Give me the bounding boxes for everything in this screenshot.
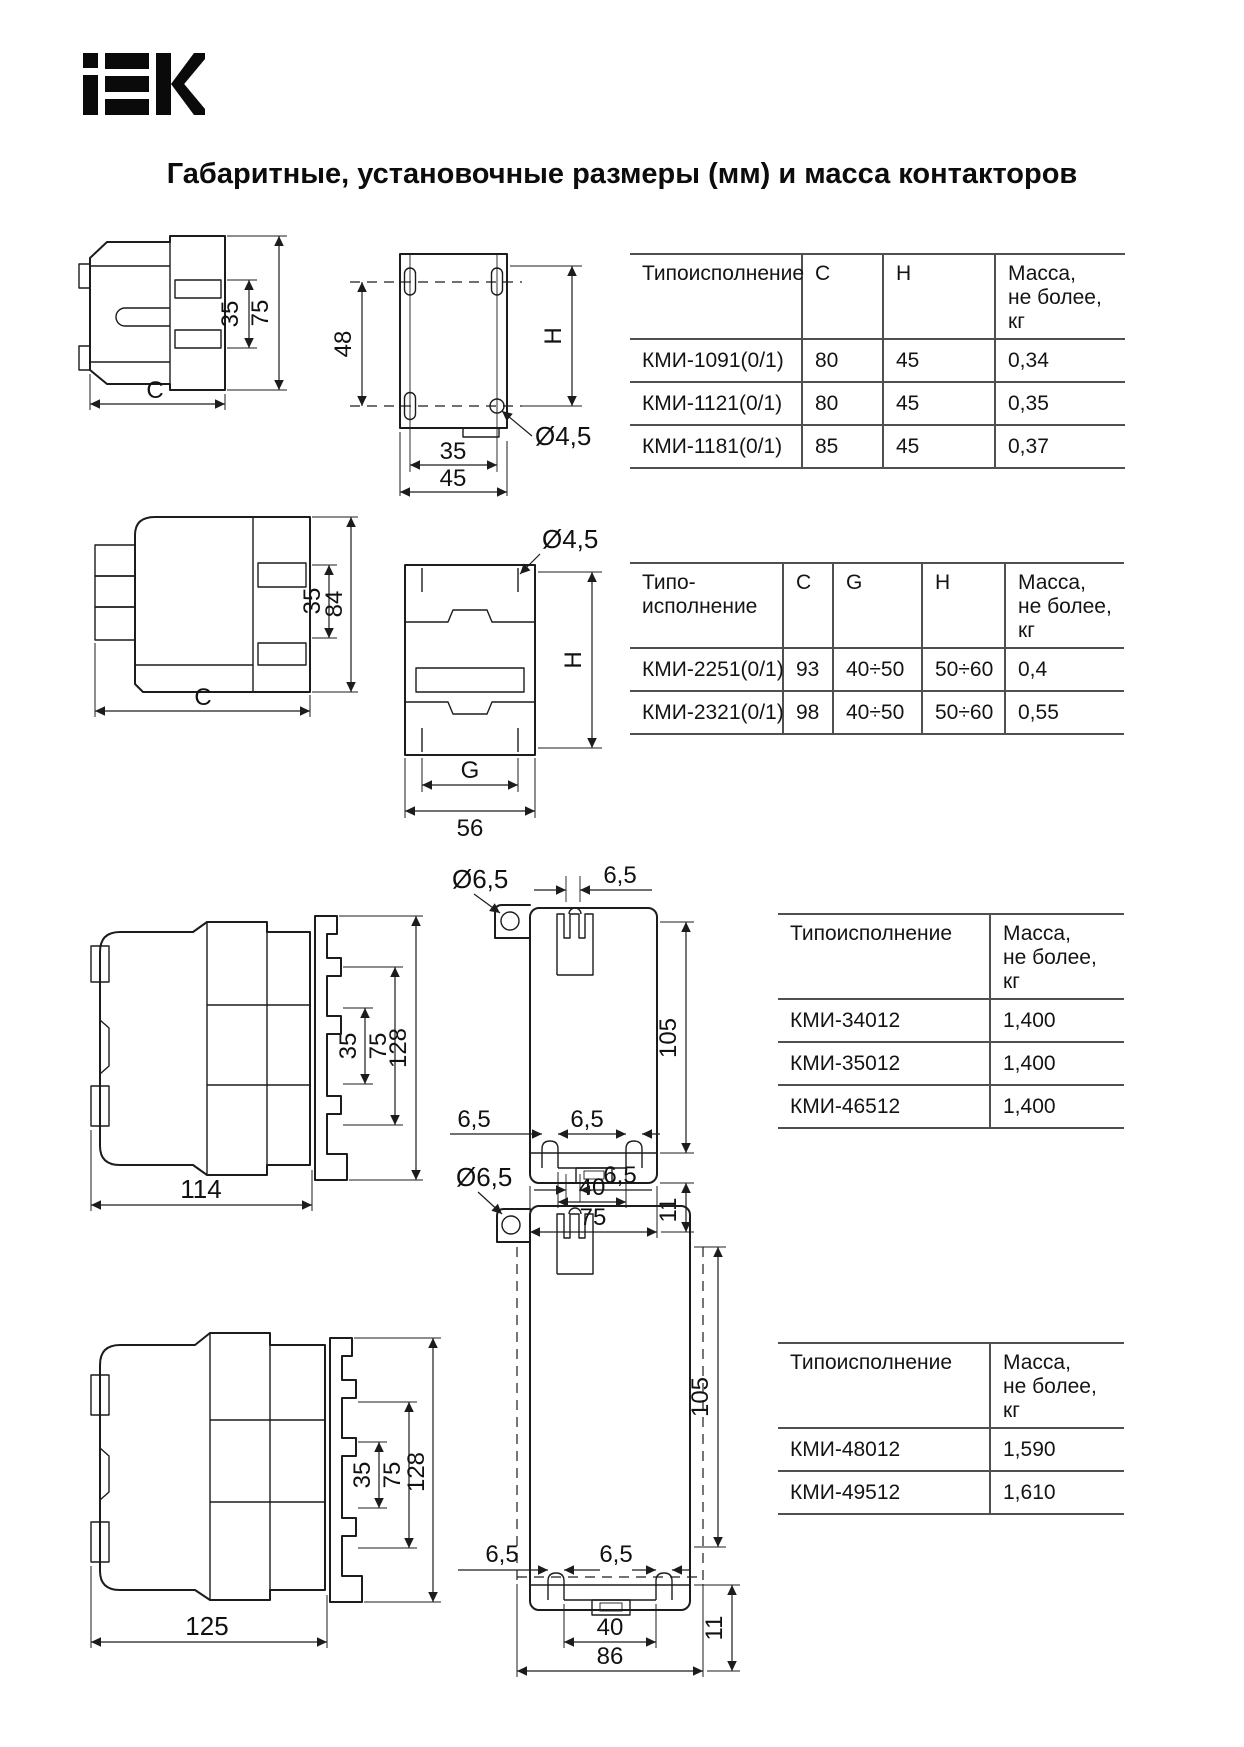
dim-dia-6-5: Ø6,5 xyxy=(452,864,509,894)
dim-6-5-left: 6,5 xyxy=(485,1541,519,1568)
dim-45: 45 xyxy=(439,465,467,492)
dim-h: H xyxy=(560,651,587,669)
cell-type: КМИ-1181(0/1) xyxy=(630,425,802,468)
dim-dia-4-5: Ø4,5 xyxy=(535,421,592,451)
col-mass: Масса, не более, кг xyxy=(990,914,1124,999)
contactor-outline xyxy=(91,922,310,1175)
cell-type: КМИ-2251(0/1) xyxy=(630,648,783,691)
col-mass: Масса, не более, кг xyxy=(1005,563,1124,648)
cell-type: КМИ-46512 xyxy=(778,1085,990,1128)
cell-type: КМИ-34012 xyxy=(778,999,990,1042)
cell-h: 45 xyxy=(883,425,995,468)
col-type: Типоисполнение xyxy=(778,914,990,999)
header-row xyxy=(630,254,1125,339)
cell-mass: 1,590 xyxy=(990,1428,1124,1471)
col-g: G xyxy=(833,563,922,648)
cell-h: 50÷60 xyxy=(922,648,1005,691)
dim-c: C xyxy=(146,377,164,404)
table-row xyxy=(778,999,1124,1042)
dimensions xyxy=(405,524,602,842)
dim-35: 35 xyxy=(349,1461,376,1489)
dim-6-5-left: 6,5 xyxy=(457,1106,491,1133)
table-kmi-4xxx xyxy=(778,1342,1124,1515)
dim-125: 125 xyxy=(185,1611,229,1641)
dim-6-5-center: 6,5 xyxy=(599,1541,633,1568)
cell-mass: 0,55 xyxy=(1005,691,1124,734)
dim-114: 114 xyxy=(180,1174,222,1204)
contactor-outline xyxy=(91,1333,325,1600)
col-h: H xyxy=(922,563,1005,648)
dim-35: 35 xyxy=(439,438,467,465)
drawing-kmi1-mounting-view xyxy=(330,220,630,512)
cell-c: 85 xyxy=(802,425,883,468)
header-row xyxy=(778,914,1124,999)
cell-mass: 0,37 xyxy=(995,425,1125,468)
dim-dia-4-5: Ø4,5 xyxy=(542,524,599,554)
cell-g: 40÷50 xyxy=(833,648,922,691)
dim-dia-6-5: Ø6,5 xyxy=(456,1162,513,1192)
dim-6-5-center: 6,5 xyxy=(570,1106,604,1133)
dim-105: 105 xyxy=(687,1376,714,1418)
hole-6-5 xyxy=(501,912,519,930)
header-row xyxy=(630,563,1124,648)
dim-h: H xyxy=(540,327,567,345)
table-row xyxy=(778,1042,1124,1085)
col-type: Типоисполнение xyxy=(630,254,802,339)
table-kmi-1xxx xyxy=(630,253,1125,469)
col-mass: Масса, не более, кг xyxy=(995,254,1125,339)
table-row xyxy=(778,1085,1124,1128)
cell-type: КМИ-48012 xyxy=(778,1428,990,1471)
page-title: Габаритные, установочные размеры (мм) и масса контакторов xyxy=(166,158,1078,190)
iek-logo-glyphs xyxy=(83,53,205,115)
dim-75: 75 xyxy=(579,1204,607,1231)
cell-type: КМИ-1091(0/1) xyxy=(630,339,802,382)
table-row xyxy=(630,691,1124,734)
drawing-kmi1-side-view xyxy=(75,228,305,413)
hole-6-5 xyxy=(502,1216,520,1234)
dimensions xyxy=(91,1338,441,1648)
dim-6-5-top: 6,5 xyxy=(603,862,637,889)
cell-h: 45 xyxy=(883,339,995,382)
cell-mass: 0,35 xyxy=(995,382,1125,425)
mounting-plate-outline xyxy=(350,254,522,472)
drawing-kmi2-side-view xyxy=(75,505,360,730)
cell-mass: 0,34 xyxy=(995,339,1125,382)
col-h: H xyxy=(883,254,995,339)
table-row xyxy=(630,339,1125,382)
table-row xyxy=(778,1428,1124,1471)
iek-logo xyxy=(83,53,205,115)
cell-mass: 0,4 xyxy=(1005,648,1124,691)
contactor-outline xyxy=(405,565,535,755)
cell-g: 40÷50 xyxy=(833,691,922,734)
dim-35: 35 xyxy=(299,587,326,615)
cell-type: КМИ-1121(0/1) xyxy=(630,382,802,425)
table-row xyxy=(630,425,1125,468)
drawing-kmi4-front-view xyxy=(430,1152,750,1697)
contactor-outline xyxy=(95,517,310,692)
dim-g: G xyxy=(460,757,480,784)
dim-40: 40 xyxy=(596,1614,624,1641)
table-kmi-3xxx xyxy=(778,913,1124,1129)
dim-35: 35 xyxy=(335,1032,362,1060)
dimensions xyxy=(91,916,423,1211)
cell-c: 80 xyxy=(802,339,883,382)
table-kmi-2xxx xyxy=(630,562,1124,735)
dimensions xyxy=(330,266,591,496)
dim-86: 86 xyxy=(596,1643,624,1670)
dim-11: 11 xyxy=(655,1197,682,1223)
dim-c: C xyxy=(194,684,212,711)
dim-128: 128 xyxy=(385,1027,412,1069)
contactor-outline xyxy=(79,236,225,390)
col-type: Типоисполнение xyxy=(778,1343,990,1428)
drawing-kmi4-side-view xyxy=(75,1230,450,1660)
dim-105: 105 xyxy=(655,1017,682,1059)
drawing-kmi3-side-view xyxy=(75,870,425,1215)
cell-mass: 1,400 xyxy=(990,1042,1124,1085)
cell-type: КМИ-49512 xyxy=(778,1471,990,1514)
col-type: Типо- исполнение xyxy=(630,563,783,648)
table-row xyxy=(630,382,1125,425)
dim-40: 40 xyxy=(578,1174,606,1201)
dim-75: 75 xyxy=(379,1461,406,1489)
dim-75: 75 xyxy=(365,1032,392,1060)
table-row xyxy=(630,648,1124,691)
cell-type: КМИ-35012 xyxy=(778,1042,990,1085)
cell-mass: 1,610 xyxy=(990,1471,1124,1514)
cell-mass: 1,400 xyxy=(990,999,1124,1042)
dim-84: 84 xyxy=(321,590,348,618)
cell-c: 80 xyxy=(802,382,883,425)
contactor-outline xyxy=(495,905,657,1183)
dim-11: 11 xyxy=(701,1615,728,1641)
cell-type: КМИ-2321(0/1) xyxy=(630,691,783,734)
header-row xyxy=(778,1343,1124,1428)
col-c: C xyxy=(783,563,833,648)
dim-6-5-top: 6,5 xyxy=(603,1162,637,1189)
cell-h: 45 xyxy=(883,382,995,425)
cell-c: 93 xyxy=(783,648,833,691)
dim-35: 35 xyxy=(217,300,244,328)
dim-75: 75 xyxy=(247,299,274,327)
dim-128: 128 xyxy=(403,1451,430,1493)
cell-mass: 1,400 xyxy=(990,1085,1124,1128)
cell-c: 98 xyxy=(783,691,833,734)
col-mass: Масса, не более, кг xyxy=(990,1343,1124,1428)
table-row xyxy=(778,1471,1124,1514)
cell-h: 50÷60 xyxy=(922,691,1005,734)
dim-56: 56 xyxy=(456,815,484,842)
col-c: C xyxy=(802,254,883,339)
dim-48: 48 xyxy=(330,330,357,358)
